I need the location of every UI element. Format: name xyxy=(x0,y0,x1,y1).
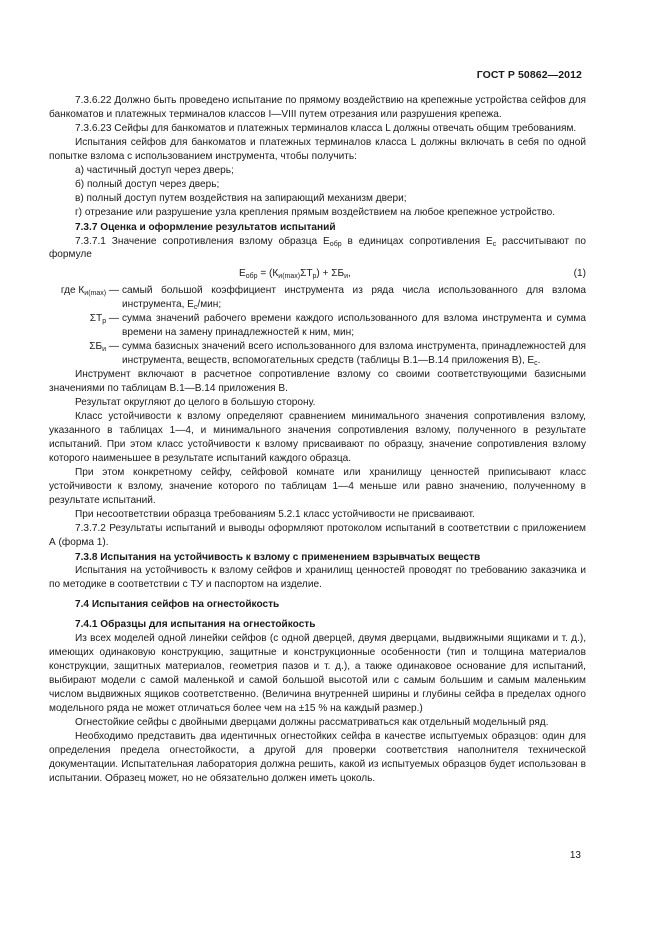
definition-term: где $К_{и(max)}$ — xyxy=(60,285,119,298)
formula-number: (1) xyxy=(573,268,586,280)
page-number: 13 xyxy=(569,850,581,861)
list-item: в) полный доступ путем воздействия на запирающий механизм двери; xyxy=(75,192,407,204)
paragraph: 7.3.6.23 Сейфы для банкоматов и платежных терминалов класса L должны отвечать общим требованиям. xyxy=(75,122,577,134)
definition-text: сумма базисных значений всего использованного для взлома инструмента, принадлежностей для инструмента, веществ, вспомогательных средств (таблицы В.1—В.14 приложения В), $Е_с$. xyxy=(122,341,586,368)
paragraph: 7.3.7.1 Значение сопротивления взлому образца $Е_{обр}$ в единицах сопротивления $Е_с$ рассчитывают по формуле xyxy=(49,235,586,261)
paragraph: Результат округляют до целого в большую сторону. xyxy=(75,397,316,409)
paragraph: Огнестойкие сейфы с двойными дверцами должны рассматриваться как отдельный модельный ряд. xyxy=(75,716,549,728)
definition-text: сумма значений рабочего времени каждого использованного для взлома инструмента и сумма времени на замену принадлежностей к ним, мин; xyxy=(122,313,586,339)
section-heading: 7.3.7 Оценка и оформление результатов испытаний xyxy=(75,221,336,233)
formula-expression: $Е_{обр} = (К_{и(max)}\Sigma Т_р) + \Sigma Б_и$, xyxy=(239,268,351,281)
formula xyxy=(49,267,586,281)
list-item: г) отрезание или разрушение узла крепления прямым воздействием на любое крепежное устройство. xyxy=(75,206,556,218)
paragraph: При этом конкретному сейфу, сейфовой комнате или хранилищу ценностей приписывают класс устойчивости к взлому, значение которого по таблицам 1—4 меньше или равно значению, полученному в результате испытаний. xyxy=(49,466,586,506)
definition-text: самый большой коэффициент инструмента из ряда числа использованного для взлома инструмента, $Е_с$/мин; xyxy=(122,285,586,312)
paragraph: При несоответствии образца требованиям 5.2.1 класс устойчивости не присваивают. xyxy=(75,508,475,520)
section-heading: 7.3.8 Испытания на устойчивость к взлому с применением взрывчатых веществ xyxy=(75,551,481,563)
document-body xyxy=(49,94,586,786)
list-item: б) полный доступ через дверь; xyxy=(75,178,220,190)
paragraph: Класс устойчивости к взлому определяют сравнением минимального значения сопротивления взлому, указанного в таблицах 1—4, и минимального значения сопротивления взлому, полученного в результате испытаний. При этом класс устойчивости к взлому присваивают по образцу, значение сопротивления взлому которого наименьшее в результате испытаний каждого образца. xyxy=(49,410,586,464)
section-heading: 7.4 Испытания сейфов на огнестойкость xyxy=(75,599,280,611)
paragraph: Инструмент включают в расчетное сопротивление взлому со своими соответствующими базисными значениями по таблицам В.1—В.14 приложения В. xyxy=(49,369,586,395)
definition-term: $\Sigma Т_р$ — xyxy=(89,313,119,326)
paragraph: 7.3.6.22 Должно быть проведено испытание по прямому воздействию на крепежные устройства сейфов для банкоматов и платежных терминалов классов I—VIII путем отрезания или разрушения крепежа. xyxy=(49,95,586,120)
list-item: а) частичный доступ через дверь; xyxy=(75,164,234,176)
section-heading: 7.4.1 Образцы для испытания на огнестойкость xyxy=(75,619,316,631)
definition-item xyxy=(49,340,586,368)
paragraph: Из всех моделей одной линейки сейфов (с одной дверцей, двумя дверцами, выдвижными ящиками и т. д.), имеющих одинаковую конструкцию, защитные и конструкционные особенности (тип и толщина материалов конструкции, защитных материалов, геометрия пазов и т. д.), а также одинаковое основание для испытаний, выбирают модели с самой маленькой и самой большой высотой или с самым большим и самым маленьким числом выдвижных ящиков соответственно. (Величина внутренней ширины и глубины сейфа в пределах одного модельного ряда не может отличаться более чем на ±15 % на каждый размер.) xyxy=(49,633,586,715)
paragraph: Испытания сейфов для банкоматов и платежных терминалов класса L должны включать в себя по одной попытке взлома с использованием инструмента, чтобы получить: xyxy=(49,136,586,162)
paragraph: Испытания на устойчивость к взлому сейфов и хранилищ ценностей проводят по требованию заказчика и по методике в соответствии с ТУ и паспортом на изделие. xyxy=(49,565,586,591)
document-header: ГОСТ Р 50862—2012 xyxy=(476,69,582,81)
paragraph: 7.3.7.2 Результаты испытаний и выводы оформляют протоколом испытаний в соответствии с приложением А (форма 1). xyxy=(49,522,586,548)
definition-item xyxy=(49,312,586,340)
paragraph: Необходимо представить два идентичных огнестойких сейфа в качестве испытуемых образцов: один для определения предела огнестойкости, а другой для проверки соответствия наполнителя технической документации. Испытательная лаборатория должна решить, какой из испытуемых образцов будет использован в испытании. Образец может, но не обязательно должен иметь цоколь. xyxy=(49,730,586,784)
definition-term: $\Sigma Б_и$ — xyxy=(89,341,119,354)
definition-item xyxy=(49,284,586,312)
